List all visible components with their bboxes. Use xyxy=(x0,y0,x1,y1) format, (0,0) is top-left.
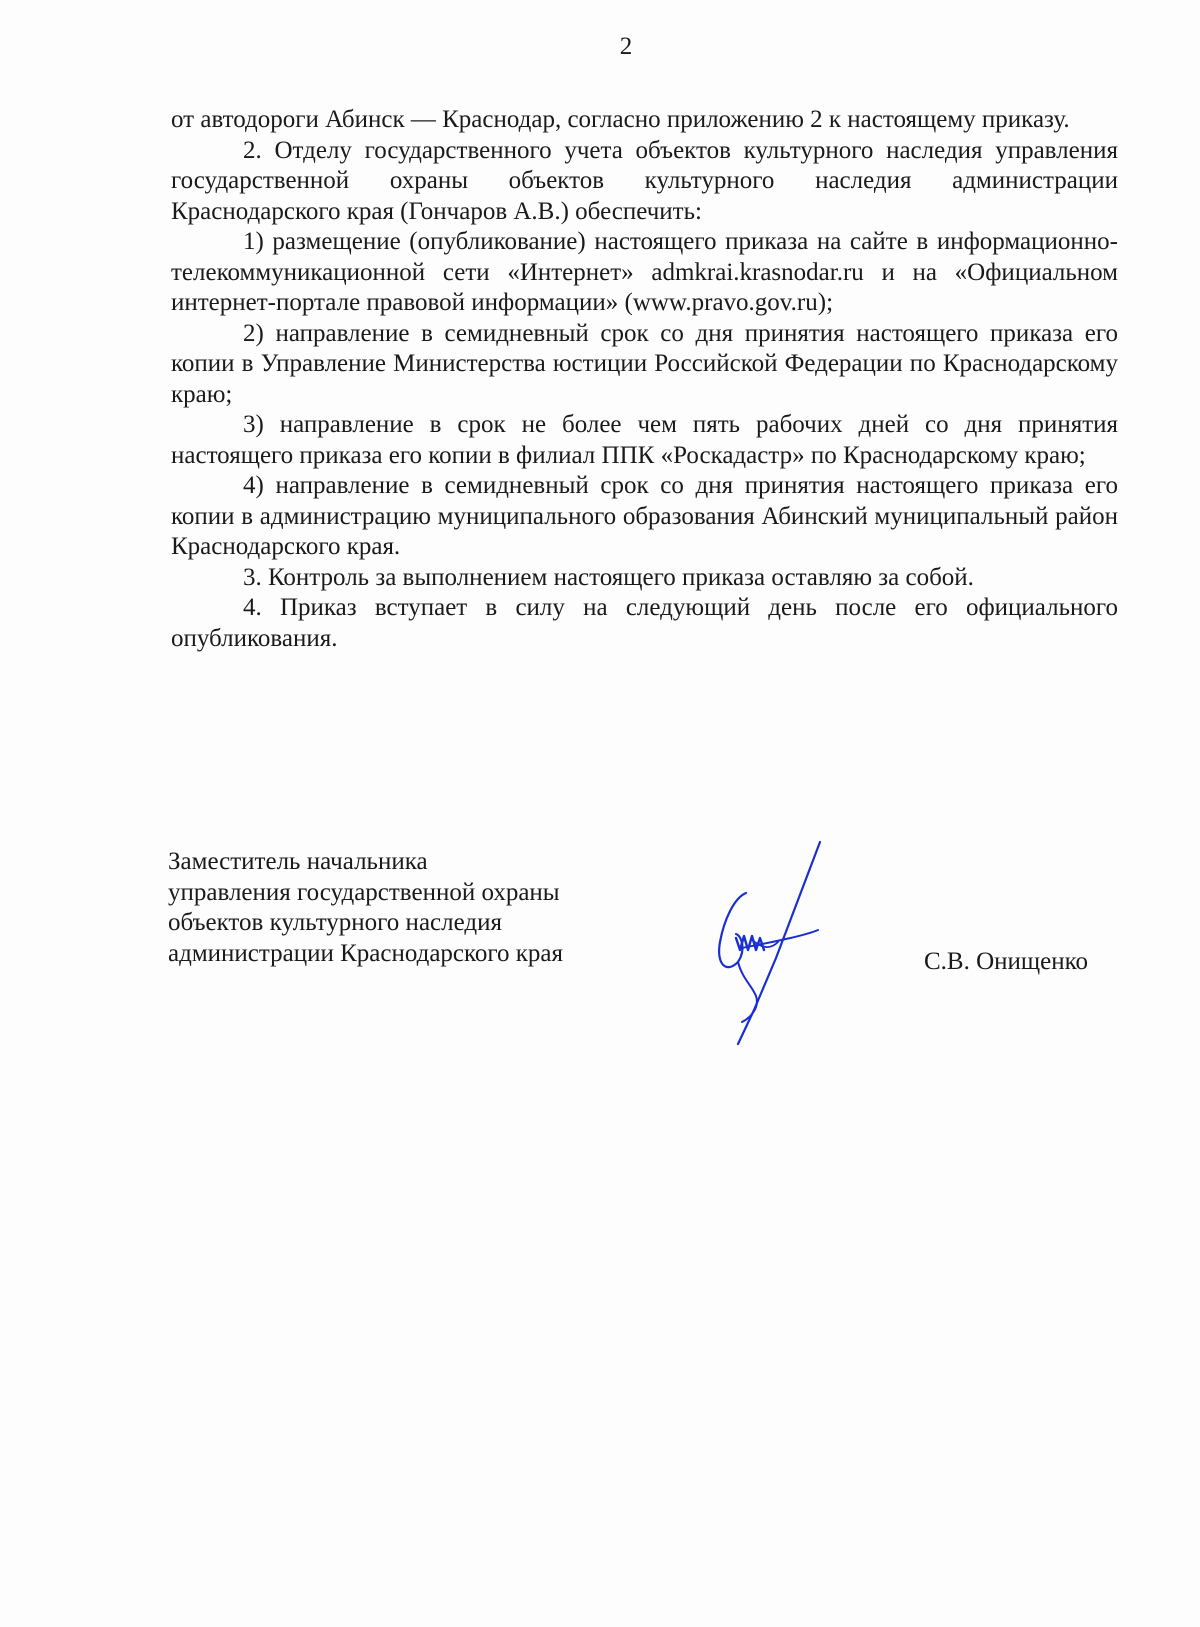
signatory-position-line: управления государственной охраны xyxy=(168,878,560,906)
signatory-position-line: Заместитель начальника xyxy=(168,848,428,875)
paragraph-item-3: 3. Контроль за выполнением настоящего приказа оставляю за собой. xyxy=(243,563,974,591)
paragraph-subitem-3: 3) направление в срок не более чем пять рабочих дней со дня принятия настоящего приказа его копии в филиал ППК «Роскадастр» по Краснодарскому краю; xyxy=(171,411,1118,469)
document-body xyxy=(171,105,1118,654)
handwritten-signature xyxy=(712,838,862,1048)
paragraph-subitem-1: 1) размещение (опубликование) настоящего приказа на сайте в информационно-телекоммуникационной сети «Интернет» admkrai.krasnodar.ru и на «Официальном интернет-портале правовой информации» (www.pravo.gov.ru); xyxy=(171,228,1118,316)
paragraph-subitem-2: 2) направление в семидневный срок со дня принятия настоящего приказа его копии в Управление Министерства юстиции Российской Федерации по Краснодарскому краю; xyxy=(171,319,1118,408)
signer-name: С.В. Онищенко xyxy=(924,948,1089,975)
signatory-position xyxy=(168,847,628,969)
page-number: 2 xyxy=(619,33,633,60)
paragraph-item-2: 2. Отделу государственного учета объектов культурного наследия управления государственной охраны объектов культурного наследия администрации Краснодарского края (Гончаров А.В.) обеспечить: xyxy=(171,136,1118,225)
signatory-position-line: объектов культурного наследия xyxy=(168,909,502,936)
signature-stroke xyxy=(738,962,757,1022)
paragraph-continuation: от автодороги Абинск — Краснодар, согласно приложению 2 к настоящему приказу. xyxy=(171,106,1070,133)
paragraph-subitem-4: 4) направление в семидневный срок со дня принятия настоящего приказа его копии в администрацию муниципального образования Абинский муниципальный район Краснодарского края. xyxy=(171,472,1118,560)
signatory-position-line: администрации Краснодарского края xyxy=(168,939,564,967)
paragraph-item-4: 4. Приказ вступает в силу на следующий день после его официального опубликования. xyxy=(171,594,1118,652)
signature-stroke xyxy=(719,893,746,967)
